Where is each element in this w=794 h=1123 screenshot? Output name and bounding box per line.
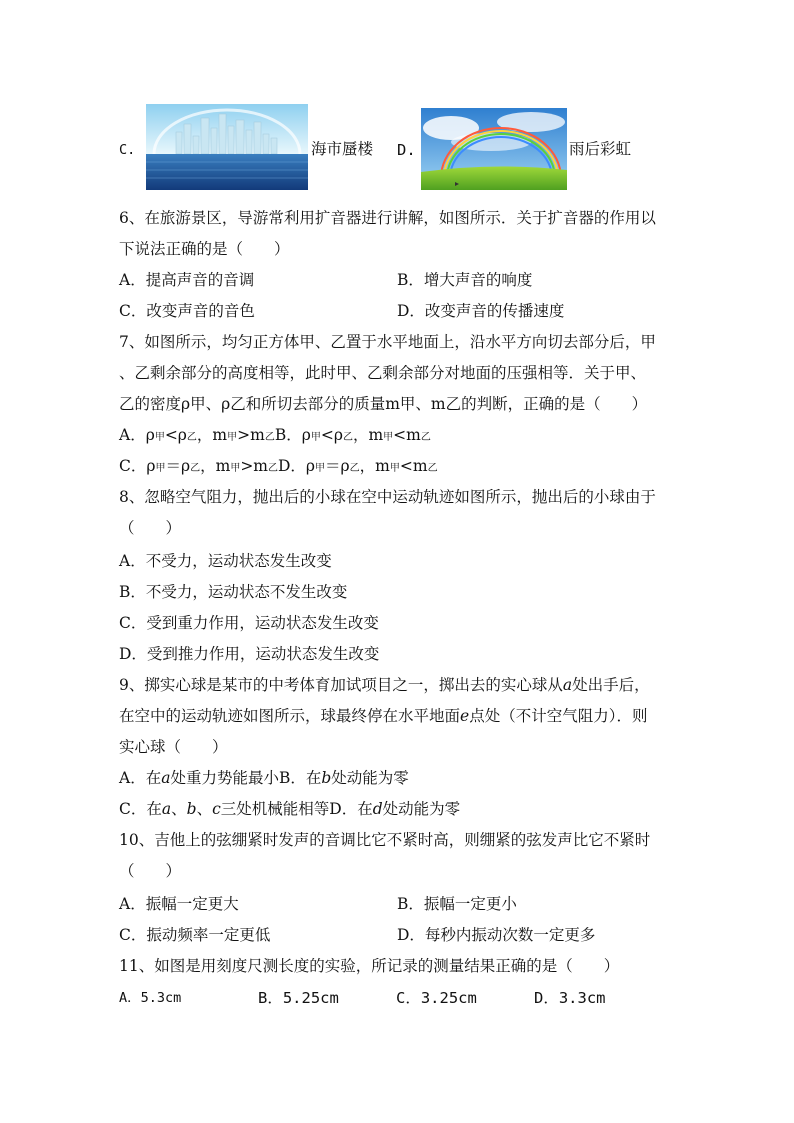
q8-option-b: B．不受力，运动状态不发生改变: [119, 583, 348, 601]
q9-stem-line2: 在空中的运动轨迹如图所示，球最终停在水平地面e点处（不计空气阻力）．则: [119, 707, 648, 725]
q11-stem: 11、如图是用刻度尺测长度的实验，所记录的测量结果正确的是（ ）: [119, 957, 620, 975]
q8-option-a: A．不受力，运动状态发生改变: [119, 552, 332, 570]
q5-option-c-caption: 海市蜃楼: [311, 140, 374, 158]
rainbow-image: [421, 108, 567, 190]
q7-stem-line3: 乙的密度ρ甲、ρ乙和所切去部分的质量m甲、m乙的判断，正确的是（ ）: [119, 395, 648, 413]
q6-option-a: A．提高声音的音调: [119, 271, 255, 289]
q5-option-d-letter: D.: [397, 141, 416, 159]
q10-option-c: C．振动频率一定更低: [119, 926, 271, 944]
q10-stem-line1: 10、吉他上的弦绷紧时发声的音调比它不紧时高，则绷紧的弦发声比它不紧时: [119, 831, 651, 849]
mirage-image: [146, 104, 308, 190]
q6-stem-line1: 6、在旅游景区，导游常利用扩音器进行讲解，如图所示．关于扩音器的作用以: [119, 209, 656, 227]
q8-option-d: D．受到推力作用，运动状态发生改变: [119, 645, 380, 663]
q9-stem-line1: 9、掷实心球是某市的中考体育加试项目之一，掷出去的实心球从a处出手后，: [119, 676, 650, 694]
q8-stem-line1: 8、忽略空气阻力，抛出后的小球在空中运动轨迹如图所示，抛出后的小球由于: [119, 488, 656, 506]
q9-options-ab: A．在a处重力势能最小B．在b处动能为零: [119, 769, 409, 787]
q8-stem-line2: （ ）: [119, 519, 182, 537]
q7-stem-line1: 7、如图所示，均匀正方体甲、乙置于水平地面上，沿水平方向切去部分后，甲: [119, 333, 656, 351]
q5-option-c-letter: C.: [119, 142, 136, 158]
q10-option-d: D．每秒内振动次数一定更多: [397, 926, 596, 944]
q9-stem-line3: 实心球（ ）: [119, 738, 228, 756]
q6-option-b: B．增大声音的响度: [397, 271, 533, 289]
q11-option-a: A．5.3cm: [119, 990, 182, 1006]
q5-option-d-caption: 雨后彩虹: [569, 140, 632, 158]
q9-options-cd: C．在a、b、c三处机械能相等D．在d处动能为零: [119, 800, 461, 818]
q7-stem-line2: 、乙剩余部分的高度相等，此时甲、乙剩余部分对地面的压强相等．关于甲、: [119, 364, 647, 382]
q11-option-c: C．3.25cm: [396, 989, 477, 1007]
q7-options-ab: A．ρ甲<ρ乙，m甲>m乙B．ρ甲<ρ乙，m甲<m乙: [119, 426, 431, 444]
rainbow-illustration: [421, 108, 567, 190]
q6-option-c: C．改变声音的音色: [119, 302, 255, 320]
q7-options-cd: C．ρ甲＝ρ乙，m甲>m乙D．ρ甲＝ρ乙，m甲<m乙: [119, 457, 438, 475]
q10-option-a: A．振幅一定更大: [119, 895, 239, 913]
q10-option-b: B．振幅一定更小: [397, 895, 517, 913]
mirage-illustration: [146, 104, 308, 190]
q10-stem-line2: （ ）: [119, 862, 182, 880]
q6-stem-line2: 下说法正确的是（ ）: [119, 240, 290, 258]
q11-option-b: B．5.25cm: [258, 989, 339, 1007]
q6-option-d: D．改变声音的传播速度: [397, 302, 565, 320]
q11-option-d: D．3.3cm: [534, 989, 606, 1007]
q8-option-c: C．受到重力作用，运动状态发生改变: [119, 614, 379, 632]
